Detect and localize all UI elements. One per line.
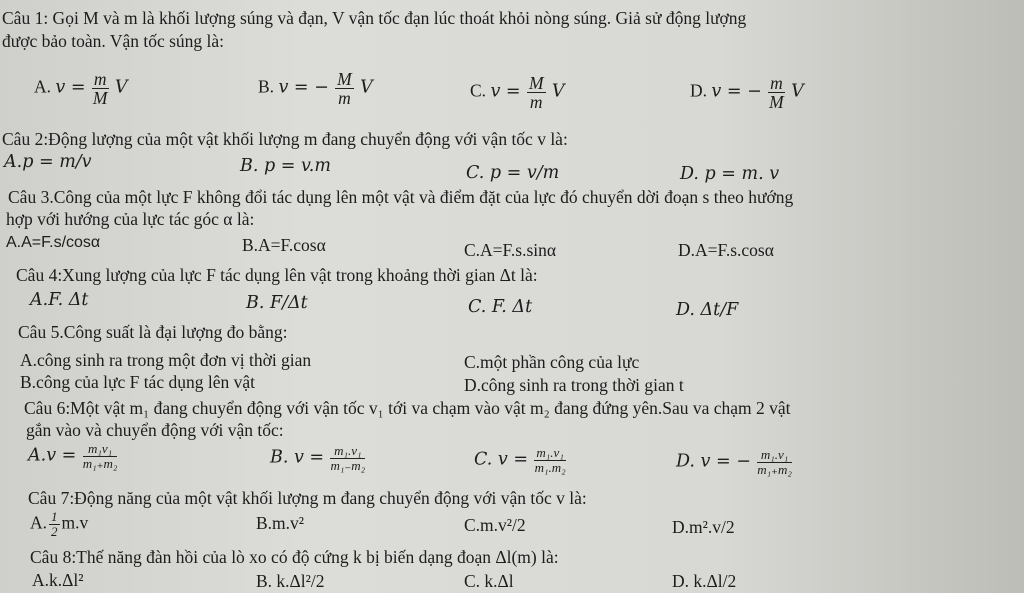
q4-option-c: C. F. Δt bbox=[468, 297, 533, 317]
q5-stem: Câu 5.Công suất là đại lượng đo bằng: bbox=[18, 322, 288, 342]
q7-option-c: C.m.v²/2 bbox=[464, 515, 526, 535]
q4-stem: Câu 4:Xung lượng của lực F tác dụng lên vật trong khoảng thời gian Δt là: bbox=[16, 265, 538, 285]
q2-option-b: B. p = v.m bbox=[240, 156, 331, 176]
q2-option-c: C. p = v/m bbox=[466, 163, 560, 183]
q3-option-c: C.A=F.s.sinα bbox=[464, 240, 557, 260]
q2-stem: Câu 2:Động lượng của một vật khối lượng m đang chuyển động với vận tốc v là: bbox=[2, 129, 568, 149]
q3-option-a: A.A=F.s/cosα bbox=[6, 234, 101, 251]
q3-option-b: B.A=F.cosα bbox=[242, 235, 326, 255]
q6-option-a: A.v = $\frac{\text{m₁v₁}}{\text{m₁₊m₂}}$ bbox=[28, 441, 118, 471]
q4-option-a: A.F. Δt bbox=[30, 290, 89, 310]
q8-option-b: B. k.Δl²/2 bbox=[256, 571, 325, 591]
q1-option-d: D. v = − $\frac{m}{M}$ V bbox=[690, 73, 804, 112]
q6-option-b: B. v = $\frac{\text{m₁.v₁}}{\text{m₁₋m₂}}$ bbox=[270, 443, 366, 473]
q8-option-c: C. k.Δl bbox=[464, 571, 514, 591]
q7-option-d: D.m².v/2 bbox=[672, 517, 735, 537]
q4-option-b: B. F/Δt bbox=[246, 293, 308, 313]
q7-stem: Câu 7:Động năng của một vật khối lượng m đang chuyển động với vận tốc v là: bbox=[28, 488, 587, 508]
q1-stem-line2: được bảo toàn. Vận tốc súng là: bbox=[2, 31, 225, 51]
q8-stem: Câu 8:Thế năng đàn hồi của lò xo có độ cứng k bị biến dạng đoạn Δl(m) là: bbox=[30, 547, 559, 567]
q5-option-d: D.công sinh ra trong thời gian t bbox=[464, 375, 684, 395]
q6-stem-line2: gắn vào và chuyển động với vận tốc: bbox=[26, 420, 284, 440]
q5-option-c: C.một phần công của lực bbox=[464, 352, 640, 372]
q3-option-d: D.A=F.s.cosα bbox=[678, 240, 774, 260]
q1-option-b: B. v = − $\frac{M}{m}$ V bbox=[258, 69, 373, 108]
q3-stem-line2: hợp với hướng của lực tác góc α là: bbox=[6, 209, 255, 229]
q7-option-a: A. $\frac{1}{2}$ m.v bbox=[30, 509, 89, 539]
q6-stem-line1: Câu 6:Một vật m₁ đang chuyển động với vận tốc v₁ tới va chạm vào vật m₂ đang đứng yên.Sau va chạm 2 vật bbox=[24, 398, 791, 418]
q7-option-b: B.m.v² bbox=[256, 513, 305, 533]
q6-option-c: C. v = $\frac{\text{m₁.v₁}}{\text{m₁.m₂}}$ bbox=[474, 445, 566, 475]
q6-option-d: D. v = − $\frac{\text{m₁.v₁}}{\text{m₁₊m₂}}$ bbox=[676, 447, 792, 477]
q5-option-b: B.công của lực F tác dụng lên vật bbox=[20, 372, 255, 392]
q8-option-a: A.k.Δl² bbox=[32, 570, 84, 590]
q3-stem-line1: Câu 3.Công của một lực F không đổi tác dụng lên một vật và điểm đặt của lực đó chuyển dời đoạn s theo hướng bbox=[8, 187, 794, 207]
q1-option-a: A. v = $\frac{m}{M}$ V bbox=[34, 69, 128, 108]
q2-option-a: A.p = m/v bbox=[4, 152, 92, 172]
q5-option-a: A.công sinh ra trong một đơn vị thời gian bbox=[20, 350, 312, 370]
q4-option-d: D. Δt/F bbox=[676, 300, 739, 320]
q8-option-d: D. k.Δl/2 bbox=[672, 571, 737, 591]
q2-option-d: D. p = m. v bbox=[680, 164, 780, 184]
q1-option-c: C. v = $\frac{M}{m}$ V bbox=[470, 73, 565, 112]
q1-stem-line1: Câu 1: Gọi M và m là khối lượng súng và đạn, V vận tốc đạn lúc thoát khỏi nòng súng. Giả sử động lượng bbox=[2, 8, 747, 28]
